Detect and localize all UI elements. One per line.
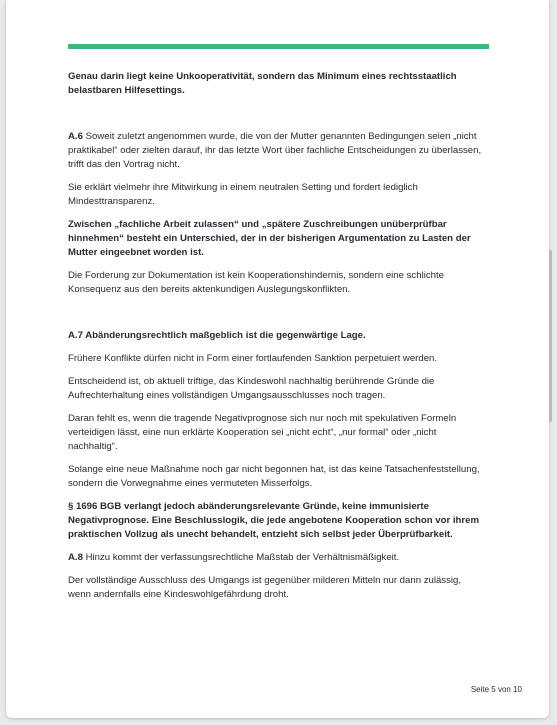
section-a6-number: A.6 — [68, 131, 83, 142]
page-number: Seite 5 von 10 — [470, 685, 522, 694]
section-a6-paragraph — [68, 130, 486, 172]
document-page — [6, 0, 549, 718]
section-a7-paragraph-4: Solange eine neue Maßnahme noch gar nicht begonnen hat, ist das keine Tatsachenfeststellung, sondern die Vorwegnahme eines vermuteten Misserfolgs. — [68, 464, 480, 489]
section-a7-bold-paragraph: § 1696 BGB verlangt jedoch abänderungsrelevante Gründe, keine immunisierte Negativprognose. Eine Beschlusslogik, die jede angebotene Kooperation schon vor ihrem praktischen Vollzug als unecht behandelt, entzieht sich selbst jeder Überprüfbarkeit. — [68, 501, 480, 540]
section-a8-paragraph-2: Der vollständige Ausschluss des Umgangs ist gegenüber milderen Mitteln nur dann zulässig, wenn andernfalls eine Kindeswohlgefährdung droht. — [68, 575, 462, 600]
section-a6-paragraph-4: Die Forderung zur Dokumentation ist kein Kooperationshindernis, sondern eine schlichte Konsequenz aus den bereits aktenkundigen Auslegungskonflikten. — [68, 270, 444, 295]
vertical-scrollbar[interactable] — [549, 250, 552, 422]
section-a8-number: A.8 — [68, 552, 83, 563]
section-a7-paragraph-3: Daran fehlt es, wenn die tragende Negativprognose sich nur noch mit spekulativen Formeln verteidigen lässt, eine nun erklärte Kooperation sei „nicht echt“, „nur formal“ oder „nicht nachhaltig“. — [68, 413, 457, 452]
section-a6-paragraph-2: Sie erklärt vielmehr ihre Mitwirkung in einem neutralen Setting und fordert lediglich Mindesttransparenz. — [68, 182, 418, 207]
section-a7-heading: A.7 Abänderungsrechtlich maßgeblich ist die gegenwärtige Lage. — [68, 330, 366, 341]
section-a8-paragraph — [68, 551, 486, 565]
header-accent-bar — [68, 44, 489, 49]
page-content — [68, 70, 486, 611]
section-a8-text: Hinzu kommt der verfassungsrechtliche Maßstab der Verhältnismäßigkeit. — [82, 552, 400, 563]
section-a7-paragraph-1: Frühere Konflikte dürfen nicht in Form einer fortlaufenden Sanktion perpetuiert werden. — [68, 353, 438, 364]
intro-paragraph: Genau darin liegt keine Unkooperativität, sondern das Minimum eines rechtsstaatlich belastbaren Hilfesettings. — [68, 71, 457, 96]
section-a7-paragraph-2: Entscheidend ist, ob aktuell triftige, das Kindeswohl nachhaltig berührende Gründe die Aufrechterhaltung eines vollständigen Umgangsausschlusses noch tragen. — [68, 376, 435, 401]
section-a6-bold-paragraph: Zwischen „fachliche Arbeit zulassen“ und „spätere Zuschreibungen unüberprüfbar hinnehmen“ besteht ein Unterschied, der in der bisherigen Argumentation zu Lasten der Mutter eingeebnet worden ist. — [68, 219, 471, 258]
section-a6-text: Soweit zuletzt angenommen wurde, die von der Mutter genannten Bedingungen seien „nicht praktikabel“ oder zielten darauf, ihr das letzte Wort über fachliche Entscheidungen zu überlassen, trifft das den Vortrag nicht. — [68, 131, 482, 170]
